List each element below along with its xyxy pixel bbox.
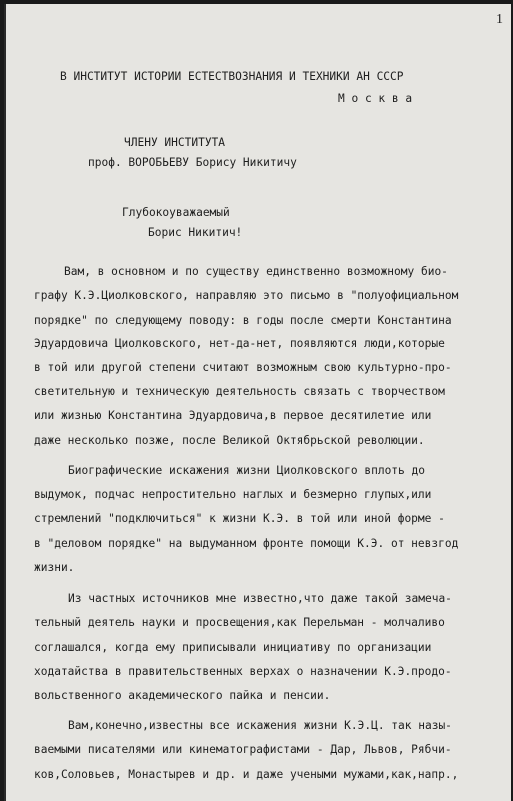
body-line: в той или другой степени считают возможным свою культурно-про- [34, 361, 452, 374]
page-edge-shadow [4, 4, 6, 801]
body-line: выдумок, подчас непростительно наглых и безмерно глупых,или [34, 488, 432, 501]
body-line: ваемыми писателями или кинематографистами - Дар, Львов, Рябчи- [34, 743, 452, 756]
body-line: Вам, в основном и по существу единственно возможному био- [64, 265, 448, 278]
header-institute: В ИНСТИТУТ ИСТОРИИ ЕСТЕСТВОЗНАНИЯ И ТЕХНИКИ АН СССР [60, 70, 404, 83]
addressee-line-1: ЧЛЕНУ ИНСТИТУТА [124, 136, 226, 149]
body-line: ков,Соловьев, Монастырев и др. и даже учеными мужами,как,напр., [34, 768, 459, 781]
body-line: тельный деятель науки и просвещения,как Перельман - молчаливо [34, 616, 445, 629]
addressee-line-2: проф. ВОРОБЬЕВУ Борису Никитичу [88, 156, 297, 169]
body-line: Биографические искажения жизни Циолковского вплоть до [68, 464, 425, 477]
body-line: ходатайства в правительственных верхах о назначении К.Э.продо- [34, 665, 452, 678]
body-line: или жизнью Константина Эдуардовича,в первое десятилетие или [34, 409, 432, 422]
body-line: Из частных источников мне известно,что даже такой замеча- [68, 592, 452, 605]
body-line: стремлений "подключиться" к жизни К.Э. в той или иной форме - [34, 512, 445, 525]
body-line: даже несколько позже, после Великой Октябрьской революции. [34, 434, 425, 447]
body-line: в "деловом порядке" на выдуманном фронте помощи К.Э. от невзгод [34, 537, 459, 550]
salutation-line-1: Глубокоуважаемый [122, 206, 230, 219]
body-line: соглашался, когда ему приписывали инициативу по организации [34, 641, 432, 654]
body-line: порядке" по следующему поводу: в годы после смерти Константина [34, 314, 452, 327]
document-page [4, 4, 511, 801]
body-line: Вам,конечно,известны все искажения жизни К.Э.Ц. так назы- [68, 719, 452, 732]
body-line: графу К.Э.Циолковского, направляю это письмо в "полуофициальном [34, 289, 459, 302]
body-line: Эдуардовича Циолковского, нет-да-нет, появляются люди,которые [34, 337, 445, 350]
header-city: М о с к в а [338, 92, 413, 105]
salutation-line-2: Борис Никитич! [148, 226, 243, 239]
body-line: жизни. [34, 561, 75, 574]
body-line: светительную и техническую деятельность связать с творчеством [34, 385, 445, 398]
body-line: вольственного академического пайка и пенсии. [34, 689, 331, 702]
page-number: 1 [496, 12, 503, 27]
